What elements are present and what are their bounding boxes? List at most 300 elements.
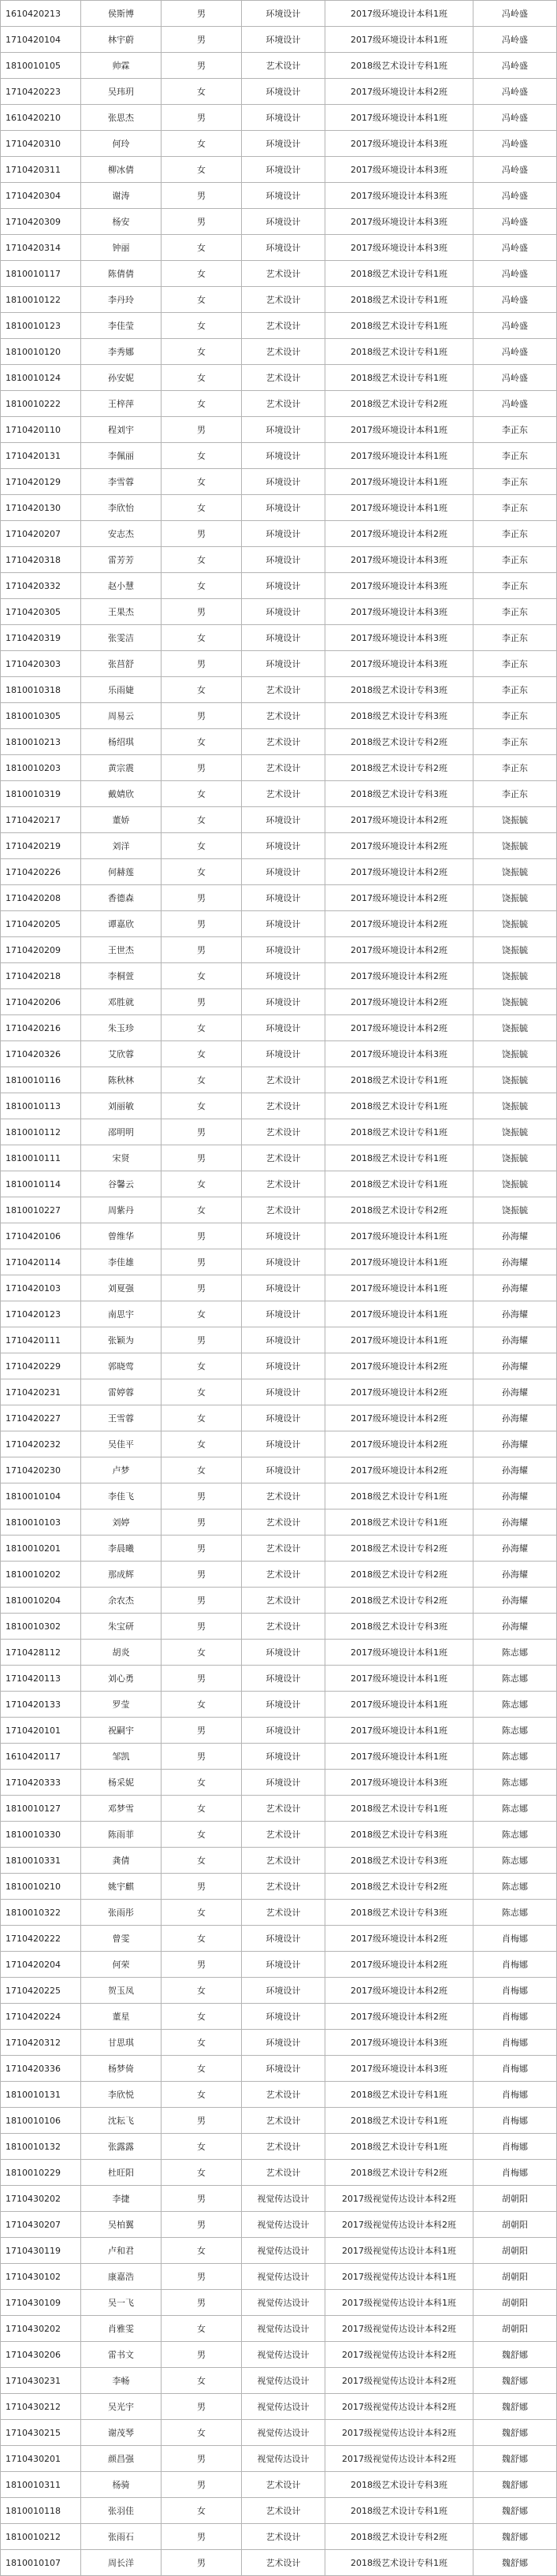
advisor-cell: 冯岭盛 xyxy=(473,27,557,53)
class-cell: 2017级环境设计本科2班 xyxy=(325,859,473,885)
gender-cell: 女 xyxy=(162,547,242,573)
gender-cell: 男 xyxy=(162,2524,242,2550)
major-cell: 艺术设计 xyxy=(242,1900,325,1926)
advisor-cell: 孙海耀 xyxy=(473,1249,557,1275)
gender-cell: 女 xyxy=(162,2134,242,2160)
name-cell: 祝嗣宇 xyxy=(81,1718,162,1744)
table-row xyxy=(1,1405,557,1431)
gender-cell: 男 xyxy=(162,2290,242,2316)
table-row xyxy=(1,833,557,859)
table-row xyxy=(1,859,557,885)
major-cell: 艺术设计 xyxy=(242,2082,325,2108)
student-id-cell: 1710430202 xyxy=(1,2186,81,2212)
gender-cell: 女 xyxy=(162,287,242,313)
table-row xyxy=(1,521,557,547)
name-cell: 宋贤 xyxy=(81,1145,162,1171)
class-cell: 2017级环境设计本科3班 xyxy=(325,2030,473,2056)
name-cell: 周紫丹 xyxy=(81,1197,162,1223)
table-row xyxy=(1,287,557,313)
table-row xyxy=(1,1093,557,1119)
class-cell: 2017级环境设计本科1班 xyxy=(325,1275,473,1301)
advisor-cell: 冯岭盛 xyxy=(473,365,557,391)
student-id-cell: 1710420223 xyxy=(1,79,81,105)
gender-cell: 男 xyxy=(162,2550,242,2576)
student-id-cell: 1710420226 xyxy=(1,859,81,885)
class-cell: 2017级视觉传达设计本科2班 xyxy=(325,2316,473,2342)
table-row xyxy=(1,755,557,781)
table-row xyxy=(1,1562,557,1588)
gender-cell: 女 xyxy=(162,2420,242,2446)
name-cell: 张雯洁 xyxy=(81,625,162,651)
gender-cell: 女 xyxy=(162,2004,242,2030)
advisor-cell: 李正东 xyxy=(473,469,557,495)
major-cell: 环境设计 xyxy=(242,443,325,469)
major-cell: 环境设计 xyxy=(242,105,325,131)
gender-cell: 女 xyxy=(162,1171,242,1197)
student-id-cell: 1710420111 xyxy=(1,1327,81,1353)
student-id-cell: 1810010113 xyxy=(1,1093,81,1119)
name-cell: 董星 xyxy=(81,2004,162,2030)
gender-cell: 男 xyxy=(162,105,242,131)
table-row xyxy=(1,2160,557,2186)
advisor-cell: 陈志娜 xyxy=(473,1848,557,1874)
class-cell: 2018级艺术设计专科1班 xyxy=(325,1093,473,1119)
class-cell: 2017级环境设计本科3班 xyxy=(325,157,473,183)
advisor-cell: 魏舒娜 xyxy=(473,2368,557,2394)
student-id-cell: 1710420225 xyxy=(1,1978,81,2004)
name-cell: 杨梦倚 xyxy=(81,2056,162,2082)
name-cell: 陈雨菲 xyxy=(81,1822,162,1848)
class-cell: 2018级艺术设计专科2班 xyxy=(325,1536,473,1562)
student-id-cell: 1810010103 xyxy=(1,1509,81,1536)
class-cell: 2017级环境设计本科2班 xyxy=(325,521,473,547)
table-row xyxy=(1,469,557,495)
student-id-cell: 1810010112 xyxy=(1,1119,81,1145)
student-id-cell: 1710420304 xyxy=(1,183,81,209)
class-cell: 2017级环境设计本科3班 xyxy=(325,573,473,599)
gender-cell: 男 xyxy=(162,53,242,79)
gender-cell: 女 xyxy=(162,1093,242,1119)
table-row xyxy=(1,1718,557,1744)
name-cell: 郭晓莺 xyxy=(81,1353,162,1379)
table-row xyxy=(1,1640,557,1666)
class-cell: 2018级艺术设计专科1班 xyxy=(325,287,473,313)
gender-cell: 女 xyxy=(162,1015,242,1041)
advisor-cell: 冯岭盛 xyxy=(473,339,557,365)
name-cell: 朱宝研 xyxy=(81,1614,162,1640)
class-cell: 2018级艺术设计专科2班 xyxy=(325,755,473,781)
table-row xyxy=(1,2082,557,2108)
name-cell: 邹凯 xyxy=(81,1744,162,1770)
class-cell: 2017级环境设计本科3班 xyxy=(325,183,473,209)
major-cell: 视觉传达设计 xyxy=(242,2290,325,2316)
gender-cell: 女 xyxy=(162,833,242,859)
student-id-cell: 1810010107 xyxy=(1,2550,81,2576)
major-cell: 环境设计 xyxy=(242,157,325,183)
table-row xyxy=(1,1301,557,1327)
advisor-cell: 孙海耀 xyxy=(473,1405,557,1431)
class-cell: 2017级环境设计本科2班 xyxy=(325,885,473,911)
gender-cell: 男 xyxy=(162,1145,242,1171)
student-id-cell: 1710420311 xyxy=(1,157,81,183)
table-row xyxy=(1,2238,557,2264)
gender-cell: 女 xyxy=(162,781,242,807)
table-body xyxy=(1,1,557,2576)
student-id-cell: 1710430201 xyxy=(1,2446,81,2472)
name-cell: 甘思琪 xyxy=(81,2030,162,2056)
advisor-cell: 饶振毓 xyxy=(473,911,557,937)
name-cell: 张颖为 xyxy=(81,1327,162,1353)
gender-cell: 女 xyxy=(162,1822,242,1848)
table-row xyxy=(1,911,557,937)
name-cell: 钟丽 xyxy=(81,235,162,261)
major-cell: 环境设计 xyxy=(242,1405,325,1431)
gender-cell: 女 xyxy=(162,1640,242,1666)
student-id-cell: 1810010305 xyxy=(1,703,81,729)
gender-cell: 女 xyxy=(162,1978,242,2004)
gender-cell: 女 xyxy=(162,859,242,885)
name-cell: 谢茂琴 xyxy=(81,2420,162,2446)
gender-cell: 男 xyxy=(162,2446,242,2472)
advisor-cell: 冯岭盛 xyxy=(473,1,557,27)
table-row xyxy=(1,2550,557,2576)
major-cell: 艺术设计 xyxy=(242,2524,325,2550)
name-cell: 赵小慧 xyxy=(81,573,162,599)
table-row xyxy=(1,2108,557,2134)
major-cell: 环境设计 xyxy=(242,27,325,53)
gender-cell: 男 xyxy=(162,1249,242,1275)
table-row xyxy=(1,2056,557,2082)
student-id-cell: 1710420133 xyxy=(1,1692,81,1718)
major-cell: 艺术设计 xyxy=(242,2108,325,2134)
name-cell: 陈秋林 xyxy=(81,1067,162,1093)
major-cell: 艺术设计 xyxy=(242,1197,325,1223)
table-row xyxy=(1,1666,557,1692)
table-row xyxy=(1,2394,557,2420)
table-row xyxy=(1,1197,557,1223)
advisor-cell: 冯岭盛 xyxy=(473,313,557,339)
table-row xyxy=(1,1848,557,1874)
class-cell: 2017级环境设计本科3班 xyxy=(325,235,473,261)
table-row xyxy=(1,1275,557,1301)
student-id-cell: 1610420210 xyxy=(1,105,81,131)
student-id-cell: 1710420208 xyxy=(1,885,81,911)
advisor-cell: 胡朝阳 xyxy=(473,2238,557,2264)
name-cell: 黄宗震 xyxy=(81,755,162,781)
class-cell: 2017级环境设计本科1班 xyxy=(325,1249,473,1275)
student-id-cell: 1710420218 xyxy=(1,963,81,989)
gender-cell: 女 xyxy=(162,729,242,755)
advisor-cell: 胡朝阳 xyxy=(473,2316,557,2342)
name-cell: 谭嘉欣 xyxy=(81,911,162,937)
gender-cell: 男 xyxy=(162,989,242,1015)
major-cell: 环境设计 xyxy=(242,1015,325,1041)
gender-cell: 女 xyxy=(162,1848,242,1874)
major-cell: 环境设计 xyxy=(242,1223,325,1249)
class-cell: 2017级环境设计本科1班 xyxy=(325,1,473,27)
table-row xyxy=(1,183,557,209)
student-id-cell: 1710420224 xyxy=(1,2004,81,2030)
advisor-cell: 魏舒娜 xyxy=(473,2342,557,2368)
major-cell: 视觉传达设计 xyxy=(242,2264,325,2290)
table-row xyxy=(1,1327,557,1353)
class-cell: 2018级艺术设计专科3班 xyxy=(325,1822,473,1848)
table-row xyxy=(1,131,557,157)
class-cell: 2017级环境设计本科3班 xyxy=(325,651,473,677)
class-cell: 2018级艺术设计专科3班 xyxy=(325,1848,473,1874)
advisor-cell: 李正东 xyxy=(473,625,557,651)
name-cell: 李佳莹 xyxy=(81,313,162,339)
class-cell: 2017级环境设计本科1班 xyxy=(325,1223,473,1249)
name-cell: 程刘宇 xyxy=(81,417,162,443)
major-cell: 环境设计 xyxy=(242,1,325,27)
class-cell: 2017级环境设计本科2班 xyxy=(325,1457,473,1483)
table-row xyxy=(1,2134,557,2160)
class-cell: 2017级环境设计本科1班 xyxy=(325,495,473,521)
student-id-cell: 1810010123 xyxy=(1,313,81,339)
gender-cell: 男 xyxy=(162,2212,242,2238)
table-row xyxy=(1,1796,557,1822)
gender-cell: 女 xyxy=(162,2056,242,2082)
table-row xyxy=(1,651,557,677)
student-id-cell: 1710420123 xyxy=(1,1301,81,1327)
gender-cell: 女 xyxy=(162,1692,242,1718)
advisor-cell: 饶振毓 xyxy=(473,1093,557,1119)
class-cell: 2017级环境设计本科3班 xyxy=(325,1770,473,1796)
student-id-cell: 1710420332 xyxy=(1,573,81,599)
gender-cell: 女 xyxy=(162,625,242,651)
name-cell: 周长洋 xyxy=(81,2550,162,2576)
name-cell: 何荣 xyxy=(81,1952,162,1978)
gender-cell: 女 xyxy=(162,443,242,469)
name-cell: 张羽佳 xyxy=(81,2498,162,2524)
advisor-cell: 冯岭盛 xyxy=(473,235,557,261)
class-cell: 2017级视觉传达设计本科1班 xyxy=(325,2264,473,2290)
table-row xyxy=(1,1379,557,1405)
advisor-cell: 陈志娜 xyxy=(473,1874,557,1900)
student-id-cell: 1710420110 xyxy=(1,417,81,443)
student-id-cell: 1810010210 xyxy=(1,1874,81,1900)
table-row xyxy=(1,1353,557,1379)
name-cell: 董娇 xyxy=(81,807,162,833)
name-cell: 杨采妮 xyxy=(81,1770,162,1796)
name-cell: 邵明明 xyxy=(81,1119,162,1145)
name-cell: 谢涛 xyxy=(81,183,162,209)
table-row xyxy=(1,1614,557,1640)
student-id-cell: 1710420309 xyxy=(1,209,81,235)
major-cell: 环境设计 xyxy=(242,2004,325,2030)
advisor-cell: 肖梅娜 xyxy=(473,1978,557,2004)
gender-cell: 男 xyxy=(162,1327,242,1353)
class-cell: 2017级环境设计本科2班 xyxy=(325,989,473,1015)
student-id-cell: 1810010131 xyxy=(1,2082,81,2108)
name-cell: 曾维华 xyxy=(81,1223,162,1249)
major-cell: 艺术设计 xyxy=(242,703,325,729)
advisor-cell: 李正东 xyxy=(473,651,557,677)
name-cell: 贺玉凤 xyxy=(81,1978,162,2004)
advisor-cell: 李正东 xyxy=(473,417,557,443)
class-cell: 2017级环境设计本科3班 xyxy=(325,547,473,573)
major-cell: 艺术设计 xyxy=(242,1536,325,1562)
gender-cell: 男 xyxy=(162,2108,242,2134)
advisor-cell: 魏舒娜 xyxy=(473,2394,557,2420)
table-row xyxy=(1,1067,557,1093)
advisor-cell: 饶振毓 xyxy=(473,885,557,911)
table-row xyxy=(1,937,557,963)
advisor-cell: 冯岭盛 xyxy=(473,261,557,287)
class-cell: 2017级视觉传达设计本科2班 xyxy=(325,2212,473,2238)
name-cell: 李欣怡 xyxy=(81,495,162,521)
class-cell: 2018级艺术设计专科2班 xyxy=(325,2524,473,2550)
gender-cell: 男 xyxy=(162,1874,242,1900)
table-row xyxy=(1,2212,557,2238)
advisor-cell: 冯岭盛 xyxy=(473,209,557,235)
table-row xyxy=(1,2498,557,2524)
student-id-cell: 1810010204 xyxy=(1,1588,81,1614)
gender-cell: 男 xyxy=(162,1744,242,1770)
major-cell: 环境设计 xyxy=(242,495,325,521)
class-cell: 2017级环境设计本科2班 xyxy=(325,911,473,937)
advisor-cell: 李正东 xyxy=(473,495,557,521)
student-id-cell: 1610420213 xyxy=(1,1,81,27)
major-cell: 视觉传达设计 xyxy=(242,2238,325,2264)
name-cell: 杨安 xyxy=(81,209,162,235)
table-row xyxy=(1,417,557,443)
name-cell: 张思杰 xyxy=(81,105,162,131)
gender-cell: 男 xyxy=(162,1223,242,1249)
student-id-cell: 1710420209 xyxy=(1,937,81,963)
major-cell: 环境设计 xyxy=(242,235,325,261)
major-cell: 环境设计 xyxy=(242,1744,325,1770)
gender-cell: 女 xyxy=(162,79,242,105)
gender-cell: 男 xyxy=(162,2186,242,2212)
name-cell: 邓胜就 xyxy=(81,989,162,1015)
table-row xyxy=(1,1822,557,1848)
student-id-cell: 1810010222 xyxy=(1,391,81,417)
gender-cell: 男 xyxy=(162,703,242,729)
advisor-cell: 饶振毓 xyxy=(473,1171,557,1197)
table-row xyxy=(1,1744,557,1770)
name-cell: 何赫莲 xyxy=(81,859,162,885)
class-cell: 2017级视觉传达设计本科2班 xyxy=(325,2394,473,2420)
name-cell: 杨绍琪 xyxy=(81,729,162,755)
advisor-cell: 饶振毓 xyxy=(473,937,557,963)
advisor-cell: 胡朝阳 xyxy=(473,2186,557,2212)
table-row xyxy=(1,1431,557,1457)
class-cell: 2018级艺术设计专科1班 xyxy=(325,1171,473,1197)
gender-cell: 男 xyxy=(162,209,242,235)
gender-cell: 女 xyxy=(162,1067,242,1093)
class-cell: 2018级艺术设计专科1班 xyxy=(325,261,473,287)
student-id-cell: 1810010120 xyxy=(1,339,81,365)
gender-cell: 男 xyxy=(162,1588,242,1614)
gender-cell: 女 xyxy=(162,261,242,287)
table-row xyxy=(1,443,557,469)
table-row xyxy=(1,2342,557,2368)
student-id-cell: 1710430215 xyxy=(1,2420,81,2446)
class-cell: 2017级环境设计本科2班 xyxy=(325,963,473,989)
advisor-cell: 陈志娜 xyxy=(473,1692,557,1718)
major-cell: 艺术设计 xyxy=(242,53,325,79)
advisor-cell: 饶振毓 xyxy=(473,1119,557,1145)
student-id-cell: 1810010213 xyxy=(1,729,81,755)
class-cell: 2017级环境设计本科1班 xyxy=(325,443,473,469)
student-id-cell: 1710420310 xyxy=(1,131,81,157)
major-cell: 环境设计 xyxy=(242,1041,325,1067)
student-id-cell: 1810010111 xyxy=(1,1145,81,1171)
advisor-cell: 李正东 xyxy=(473,599,557,625)
advisor-cell: 李正东 xyxy=(473,677,557,703)
major-cell: 艺术设计 xyxy=(242,1614,325,1640)
advisor-cell: 孙海耀 xyxy=(473,1431,557,1457)
advisor-cell: 孙海耀 xyxy=(473,1327,557,1353)
advisor-cell: 陈志娜 xyxy=(473,1718,557,1744)
class-cell: 2017级视觉传达设计本科2班 xyxy=(325,2186,473,2212)
advisor-cell: 李正东 xyxy=(473,755,557,781)
class-cell: 2018级艺术设计专科1班 xyxy=(325,2134,473,2160)
student-id-cell: 1810010311 xyxy=(1,2472,81,2498)
class-cell: 2018级艺术设计专科1班 xyxy=(325,53,473,79)
advisor-cell: 孙海耀 xyxy=(473,1614,557,1640)
table-row xyxy=(1,2368,557,2394)
class-cell: 2018级艺术设计专科3班 xyxy=(325,781,473,807)
gender-cell: 女 xyxy=(162,1796,242,1822)
class-cell: 2017级环境设计本科1班 xyxy=(325,105,473,131)
name-cell: 杜旺阳 xyxy=(81,2160,162,2186)
major-cell: 艺术设计 xyxy=(242,261,325,287)
gender-cell: 男 xyxy=(162,2342,242,2368)
gender-cell: 女 xyxy=(162,1301,242,1327)
advisor-cell: 饶振毓 xyxy=(473,833,557,859)
major-cell: 艺术设计 xyxy=(242,729,325,755)
major-cell: 艺术设计 xyxy=(242,2550,325,2576)
advisor-cell: 陈志娜 xyxy=(473,1640,557,1666)
class-cell: 2017级视觉传达设计本科2班 xyxy=(325,2420,473,2446)
major-cell: 艺术设计 xyxy=(242,1171,325,1197)
class-cell: 2018级艺术设计专科1班 xyxy=(325,365,473,391)
advisor-cell: 胡朝阳 xyxy=(473,2264,557,2290)
table-row xyxy=(1,1952,557,1978)
advisor-cell: 饶振毓 xyxy=(473,1041,557,1067)
major-cell: 环境设计 xyxy=(242,859,325,885)
gender-cell: 男 xyxy=(162,1,242,27)
advisor-cell: 魏舒娜 xyxy=(473,2550,557,2576)
student-id-cell: 1810010212 xyxy=(1,2524,81,2550)
class-cell: 2017级视觉传达设计本科1班 xyxy=(325,2238,473,2264)
table-row xyxy=(1,2420,557,2446)
name-cell: 周易云 xyxy=(81,703,162,729)
gender-cell: 女 xyxy=(162,339,242,365)
major-cell: 艺术设计 xyxy=(242,1588,325,1614)
major-cell: 环境设计 xyxy=(242,573,325,599)
gender-cell: 女 xyxy=(162,963,242,989)
student-id-cell: 1710430119 xyxy=(1,2238,81,2264)
gender-cell: 女 xyxy=(162,391,242,417)
major-cell: 艺术设计 xyxy=(242,781,325,807)
class-cell: 2018级艺术设计专科1班 xyxy=(325,339,473,365)
gender-cell: 男 xyxy=(162,27,242,53)
name-cell: 李佳飞 xyxy=(81,1483,162,1509)
student-id-cell: 1810010227 xyxy=(1,1197,81,1223)
class-cell: 2017级环境设计本科1班 xyxy=(325,1640,473,1666)
name-cell: 何玲 xyxy=(81,131,162,157)
name-cell: 艾欣蓉 xyxy=(81,1041,162,1067)
class-cell: 2017级视觉传达设计本科1班 xyxy=(325,2290,473,2316)
table-row xyxy=(1,2004,557,2030)
student-id-cell: 1810010105 xyxy=(1,53,81,79)
major-cell: 环境设计 xyxy=(242,599,325,625)
name-cell: 吴玮玥 xyxy=(81,79,162,105)
